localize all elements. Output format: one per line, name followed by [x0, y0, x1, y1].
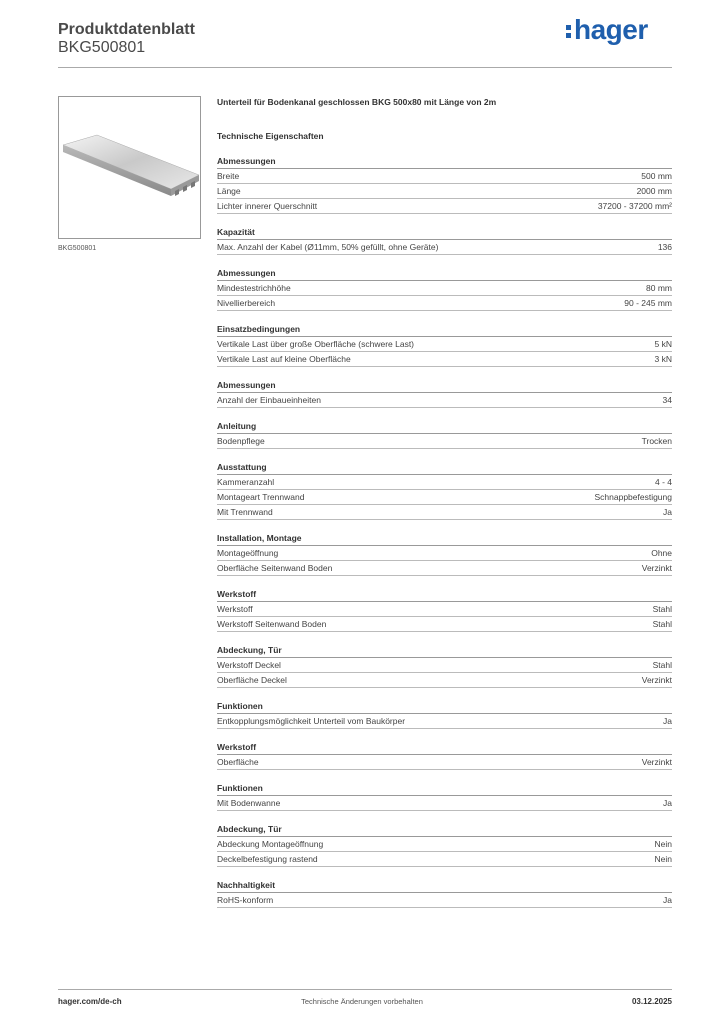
spec-value: Nein [654, 839, 672, 849]
spec-label: Werkstoff [217, 604, 253, 614]
spec-row [217, 434, 672, 449]
spec-value: Ja [663, 895, 672, 905]
spec-row [217, 337, 672, 352]
spec-section [217, 323, 672, 367]
spec-value: Trocken [641, 436, 672, 446]
spec-section [217, 461, 672, 520]
section-title: Abmessungen [217, 267, 672, 281]
footer-date: 03.12.2025 [631, 997, 672, 1006]
spec-row [217, 658, 672, 673]
section-title: Anleitung [217, 420, 672, 434]
spec-section [217, 741, 672, 770]
section-title: Abmessungen [217, 379, 672, 393]
spec-row [217, 296, 672, 311]
spec-value: Ja [663, 507, 672, 517]
spec-section [217, 155, 672, 214]
spec-label: Oberfläche [217, 757, 259, 767]
spec-row [217, 352, 672, 367]
spec-value: 3 kN [654, 354, 672, 364]
spec-row [217, 490, 672, 505]
page-title: Produktdatenblatt [58, 21, 195, 38]
spec-label: Nivellierbereich [217, 298, 276, 308]
spec-value: 5 kN [654, 339, 672, 349]
spec-section [217, 379, 672, 408]
spec-row [217, 837, 672, 852]
spec-label: Montageart Trennwand [217, 492, 305, 502]
product-code: BKG500801 [58, 39, 146, 56]
spec-row [217, 281, 672, 296]
footer-divider [58, 989, 672, 990]
spec-value: Nein [654, 854, 672, 864]
section-title: Werkstoff [217, 741, 672, 755]
spec-row [217, 561, 672, 576]
spec-value: 90 - 245 mm [624, 298, 672, 308]
section-title: Nachhaltigkeit [217, 879, 672, 893]
spec-row [217, 893, 672, 908]
spec-section [217, 879, 672, 908]
spec-row [217, 852, 672, 867]
spec-section [217, 226, 672, 255]
spec-label: Breite [217, 171, 240, 181]
spec-label: Mindestestrichhöhe [217, 283, 291, 293]
spec-row [217, 546, 672, 561]
spec-value: 37200 - 37200 mm² [597, 201, 672, 211]
spec-value: 80 mm [646, 283, 672, 293]
spec-section [217, 823, 672, 867]
spec-section [217, 782, 672, 811]
section-title: Funktionen [217, 700, 672, 714]
spec-label: Oberfläche Seitenwand Boden [217, 563, 333, 573]
logo-dots-icon [566, 22, 571, 41]
spec-label: Mit Trennwand [217, 507, 273, 517]
section-title: Funktionen [217, 782, 672, 796]
spec-row [217, 184, 672, 199]
spec-value: Verzinkt [641, 757, 672, 767]
section-title: Werkstoff [217, 588, 672, 602]
spec-value: Ja [663, 798, 672, 808]
spec-label: Werkstoff Deckel [217, 660, 281, 670]
spec-label: RoHS-konform [217, 895, 274, 905]
spec-label: Kammeranzahl [217, 477, 275, 487]
spec-sections [217, 155, 672, 908]
spec-value: 34 [662, 395, 672, 405]
spec-section [217, 532, 672, 576]
spec-label: Max. Anzahl der Kabel (Ø11mm, 50% gefüllt, ohne Geräte) [217, 242, 439, 252]
section-title: Ausstattung [217, 461, 672, 475]
section-title: Abdeckung, Tür [217, 644, 672, 658]
spec-row [217, 602, 672, 617]
image-caption: BKG500801 [58, 245, 97, 252]
spec-label: Entkopplungsmöglichkeit Unterteil vom Baukörper [217, 716, 406, 726]
tech-heading: Technische Eigenschaften [217, 131, 324, 141]
spec-section [217, 588, 672, 632]
spec-value: 4 - 4 [654, 477, 672, 487]
spec-row [217, 475, 672, 490]
spec-row [217, 714, 672, 729]
spec-row [217, 505, 672, 520]
footer-url[interactable]: hager.com/de-ch [58, 997, 122, 1006]
spec-row [217, 393, 672, 408]
spec-section [217, 267, 672, 311]
spec-label: Montageöffnung [217, 548, 279, 558]
spec-section [217, 700, 672, 729]
spec-label: Mit Bodenwanne [217, 798, 281, 808]
spec-label: Anzahl der Einbaueinheiten [217, 395, 321, 405]
spec-value: Ja [663, 716, 672, 726]
spec-value: 500 mm [641, 171, 672, 181]
spec-value: Schnappbefestigung [594, 492, 672, 502]
spec-label: Vertikale Last auf kleine Oberfläche [217, 354, 351, 364]
spec-label: Vertikale Last über große Oberfläche (schwere Last) [217, 339, 415, 349]
cable-duct-icon [59, 97, 200, 238]
spec-section [217, 644, 672, 688]
spec-value: Stahl [652, 660, 672, 670]
spec-label: Abdeckung Montageöffnung [217, 839, 324, 849]
section-title: Abdeckung, Tür [217, 823, 672, 837]
section-title: Abmessungen [217, 155, 672, 169]
product-title: Unterteil für Bodenkanal geschlossen BKG 500x80 mit Länge von 2m [217, 97, 497, 107]
spec-value: Verzinkt [641, 563, 672, 573]
spec-label: Bodenpflege [217, 436, 265, 446]
spec-row [217, 169, 672, 184]
spec-content [217, 96, 672, 908]
spec-value: Ohne [651, 548, 672, 558]
spec-row [217, 240, 672, 255]
spec-value: Stahl [652, 619, 672, 629]
spec-section [217, 420, 672, 449]
footer-note: Technische Änderungen vorbehalten [301, 997, 423, 1006]
spec-value: 2000 mm [636, 186, 672, 196]
spec-label: Lichter innerer Querschnitt [217, 201, 318, 211]
hager-logo: hager [566, 14, 648, 46]
product-image [58, 96, 201, 239]
header-divider [58, 67, 672, 68]
spec-row [217, 199, 672, 214]
spec-value: Stahl [652, 604, 672, 614]
spec-label: Oberfläche Deckel [217, 675, 287, 685]
spec-row [217, 673, 672, 688]
spec-row [217, 617, 672, 632]
spec-value: 136 [657, 242, 672, 252]
section-title: Einsatzbedingungen [217, 323, 672, 337]
spec-row [217, 796, 672, 811]
spec-value: Verzinkt [641, 675, 672, 685]
section-title: Installation, Montage [217, 532, 672, 546]
spec-label: Deckelbefestigung rastend [217, 854, 318, 864]
section-title: Kapazität [217, 226, 672, 240]
spec-label: Länge [217, 186, 241, 196]
spec-label: Werkstoff Seitenwand Boden [217, 619, 327, 629]
spec-row [217, 755, 672, 770]
